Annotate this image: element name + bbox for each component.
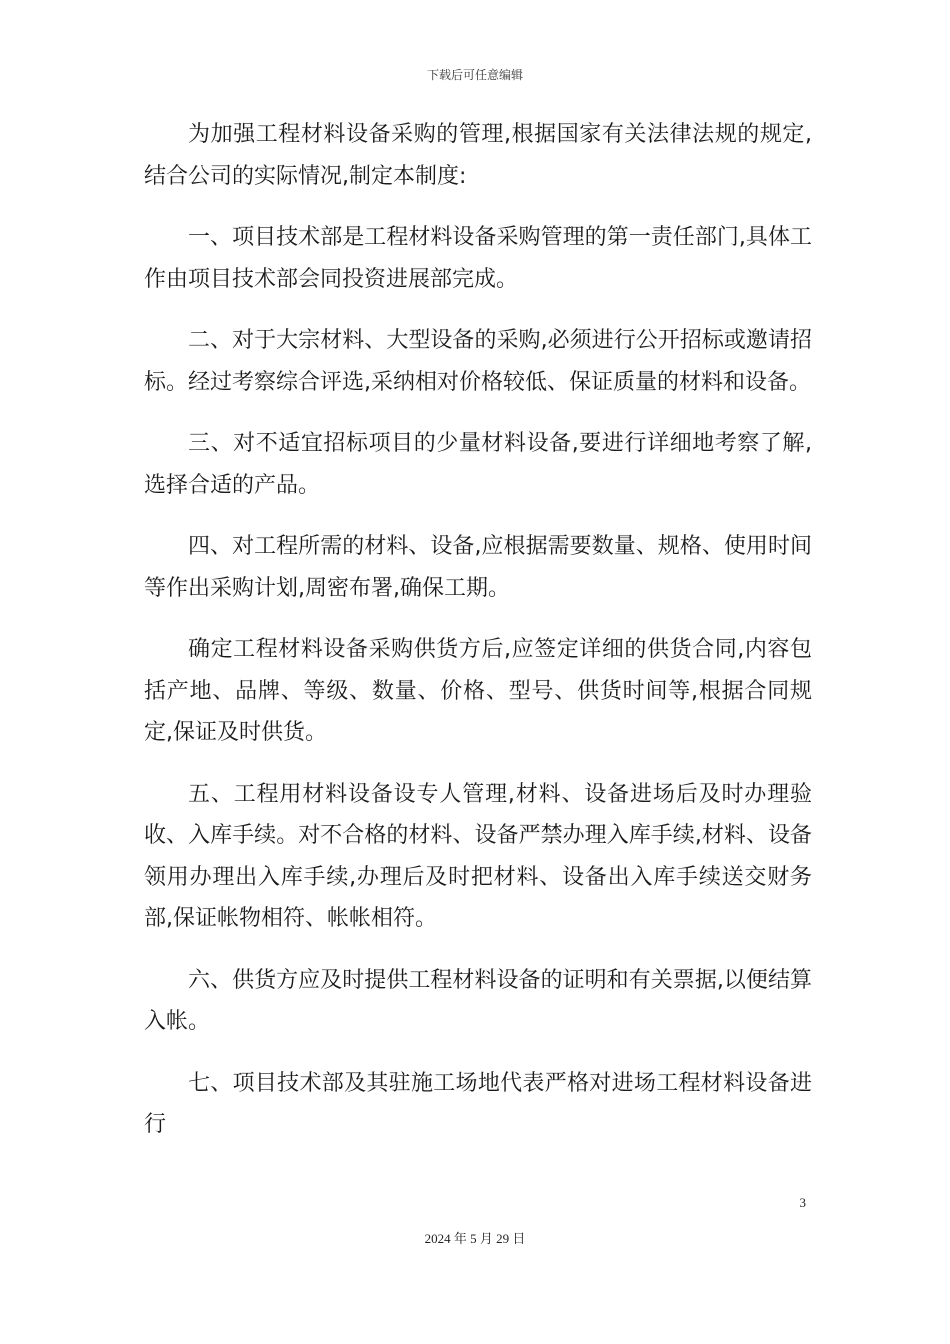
page-number: 3 bbox=[799, 1195, 806, 1210]
paragraph-item-7: 七、项目技术部及其驻施工场地代表严格对进场工程材料设备进行 bbox=[144, 1070, 812, 1137]
paragraph-supply-contract: 确定工程材料设备采购供货方后,应签定详细的供货合同,内容包括产地、品牌、等级、数量、价格、型号、供货时间等,根据合同规定,保证及时供货。 bbox=[144, 637, 812, 745]
paragraph-item-1: 一、项目技术部是工程材料设备采购管理的第一责任部门,具体工作由项目技术部会同投资进展部完成。 bbox=[144, 225, 812, 292]
paragraph-item-3: 三、对不适宜招标项目的少量材料设备,要进行详细地考察了解,选择合适的产品。 bbox=[144, 431, 812, 498]
paragraph-item-6: 六、供货方应及时提供工程材料设备的证明和有关票据,以便结算入帐。 bbox=[144, 967, 812, 1034]
paragraph-item-4: 四、对工程所需的材料、设备,应根据需要数量、规格、使用时间等作出采购计划,周密布署,确保工期。 bbox=[144, 534, 812, 601]
paragraph-intro: 为加强工程材料设备采购的管理,根据国家有关法律法规的规定,结合公司的实际情况,制定本制度: bbox=[144, 122, 812, 189]
paragraph-item-5: 五、工程用材料设备设专人管理,材料、设备进场后及时办理验收、入库手续。对不合格的材料、设备严禁办理入库手续,材料、设备领用办理出入库手续,办理后及时把材料、设备出入库手续送交财务部,保证帐物相符、帐帐相符。 bbox=[144, 781, 812, 931]
page-header: 下载后可任意编辑 bbox=[426, 68, 523, 82]
paragraph-item-2: 二、对于大宗材料、大型设备的采购,必须进行公开招标或邀请招标。经过考察综合评选,采纳相对价格较低、保证质量的材料和设备。 bbox=[144, 328, 812, 395]
footer-date: 2024 年 5 月 29 日 bbox=[424, 1231, 526, 1246]
document-body bbox=[144, 114, 812, 1166]
